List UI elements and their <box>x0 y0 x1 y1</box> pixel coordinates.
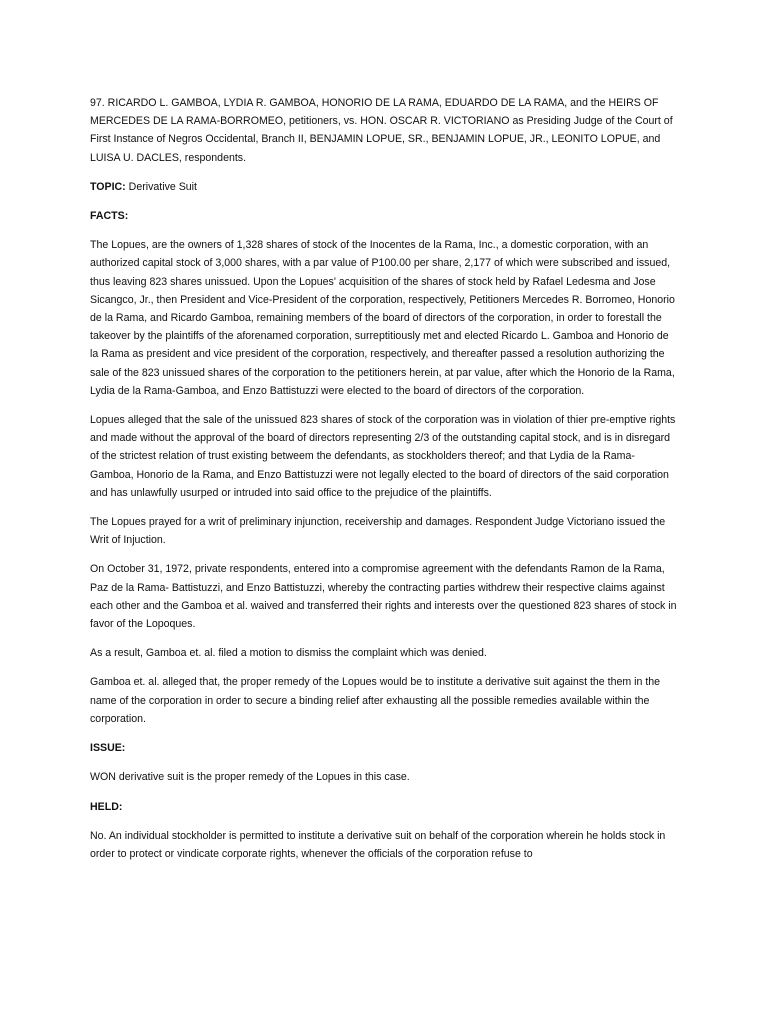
facts-paragraph-6: Gamboa et. al. alleged that, the proper remedy of the Lopues would be to institute a derivative suit against the them in the name of the corporation in order to secure a binding relief after exhausting all the possible remedies available within the corporation. <box>90 676 661 725</box>
facts-paragraph-5: As a result, Gamboa et. al. filed a motion to dismiss the complaint which was denied. <box>90 647 487 660</box>
facts-paragraph-4: On October 31, 1972, private respondents, entered into a compromise agreement with the defendants Ramon de la Rama, Paz de la Rama- Battistuzzi, and Enzo Battistuzzi, whereby the contracting parties withdrew their respective claims against each other and the Gamboa et al. waived and transferred their rights and interests over the questioned 823 shares of stock in favor of the Lopoques. <box>90 563 677 631</box>
facts-heading: FACTS: <box>90 210 129 223</box>
facts-paragraph-1: The Lopues, are the owners of 1,328 shares of stock of the Inocentes de la Rama, Inc., a domestic corporation, with an authorized capital stock of 3,000 shares, with a par value of P100.00 per share, 2,177 of which were subscribed and issued, thus leaving 823 shares unissued. Upon the Lopues' acquisition of the shares of stock held by Rafael Ledesma and Jose Sicangco, Jr., then President and Vice-President of the corporation, respectively, Petitioners Mercedes R. Borromeo, Honorio de la Rama, and Ricardo Gamboa, remaining members of the board of directors of the corporation, in order to forestall the takeover by the plaintiffs of the aforenamed corporation, surreptitiously met and elected Ricardo L. Gamboa and Honorio de la Rama as president and vice president of the corporation, respectively, and thereafter passed a resolution authorizing the sale of the 823 unissued shares of the corporation to the petitioners herein, at par value, after which the Honorio de la Rama, Lydia de la Rama-Gamboa, and Enzo Battistuzzi were elected to the board of directors of the corporation. <box>90 239 675 397</box>
document-page <box>90 94 678 874</box>
held-heading: HELD: <box>90 800 123 813</box>
topic-line <box>90 178 678 196</box>
case-title: 97. RICARDO L. GAMBOA, LYDIA R. GAMBOA, HONORIO DE LA RAMA, EDUARDO DE LA RAMA, and the HEIRS OF MERCEDES DE LA RAMA-BORROMEO, petitioners, vs. HON. OSCAR R. VICTORIANO as Presiding Judge of the Court of First Instance of Negros Occidental, Branch II, BENJAMIN LOPUE, SR., BENJAMIN LOPUE, JR., LEONITO LOPUE, and LUISA U. DACLES, respondents. <box>90 97 673 164</box>
facts-paragraph-2: Lopues alleged that the sale of the unissued 823 shares of stock of the corporation was in violation of thier pre-emptive rights and made without the approval of the board of directors representing 2/3 of the outstanding capital stock, and is in disregard of the strictest relation of trust existing betweem the defendants, as stockholders thereof; and that Lydia de la Rama-Gamboa, Honorio de la Rama, and Enzo Battistuzzi were not legally elected to the board of directors of the said corporation and has unlawfully usurped or intruded into said office to the prejudice of the plaintiffs. <box>90 414 676 499</box>
held-paragraph: No. An individual stockholder is permitted to institute a derivative suit on behalf of the corporation wherein he holds stock in order to protect or vindicate corporate rights, whenever the officials of the corporation refuse to <box>90 829 666 860</box>
issue-paragraph: WON derivative suit is the proper remedy of the Lopues in this case. <box>90 771 410 784</box>
topic-value: Derivative Suit <box>125 180 197 193</box>
issue-heading: ISSUE: <box>90 742 126 755</box>
topic-label: TOPIC: <box>90 180 126 193</box>
facts-paragraph-3: The Lopues prayed for a writ of preliminary injunction, receivership and damages. Respondent Judge Victoriano issued the Writ of Injuction. <box>90 516 666 547</box>
